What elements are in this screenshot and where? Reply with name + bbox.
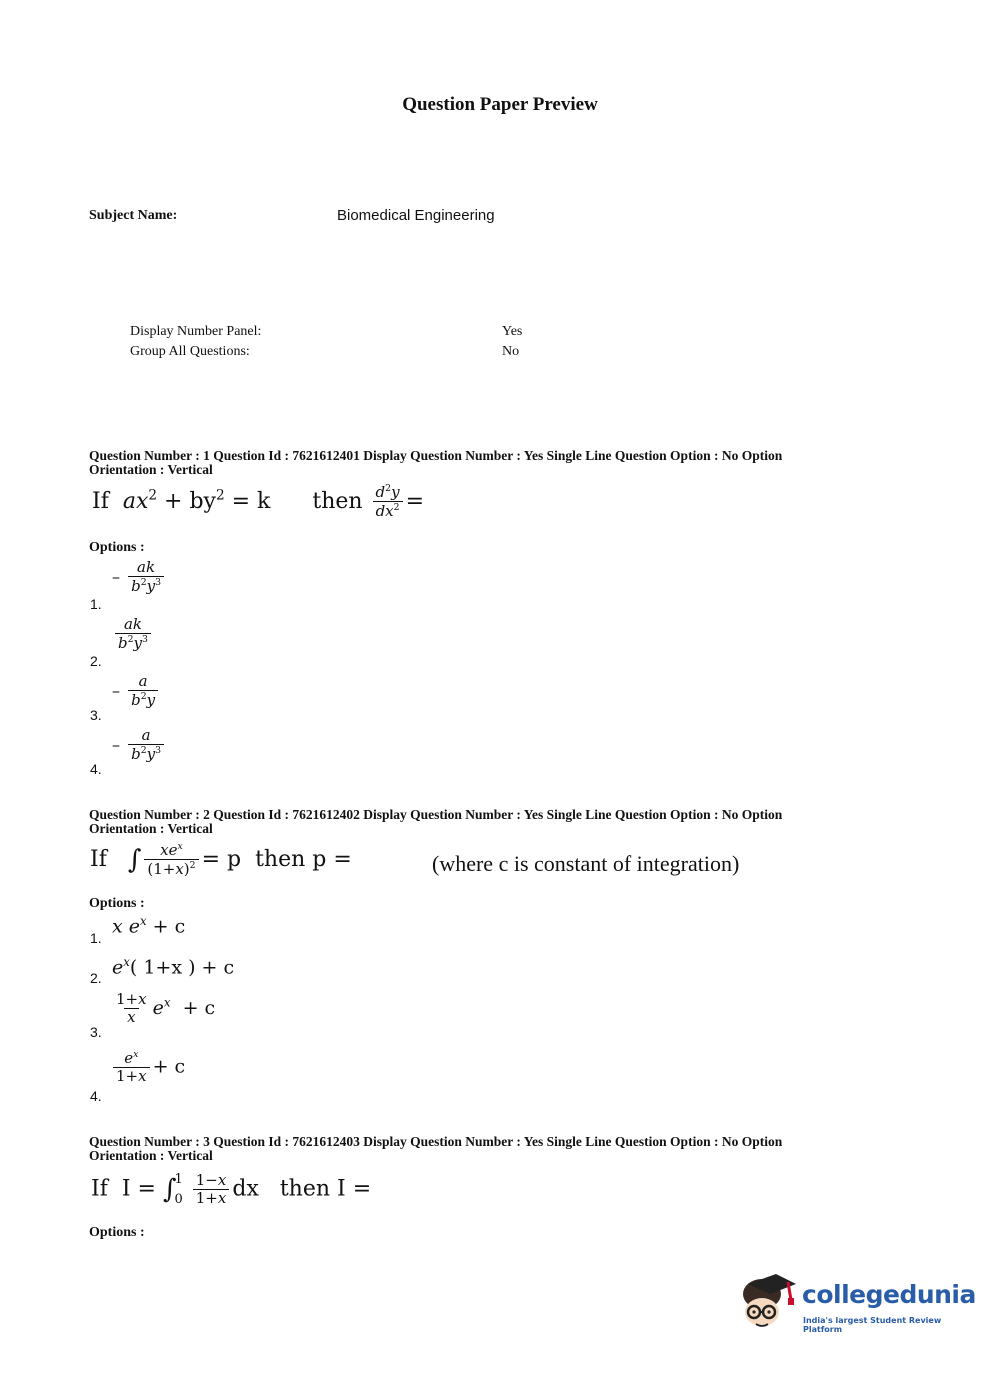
question-3-options-label: Options : bbox=[89, 1225, 145, 1240]
question-3-body: If I = ∫ 1 0 $\frac{1-x}{1+x}$ dx then I = bbox=[91, 1170, 372, 1207]
question-1-option-1-number: 1. bbox=[90, 596, 102, 612]
question-2-option-2: $e^x$( 1+x ) + c bbox=[112, 955, 235, 979]
question-1-option-4: – $\frac{a}{b^2y^3}$ bbox=[112, 728, 167, 763]
question-2-body: If ∫ $\frac{xe^x}{(1+x)^2}$ = p then p = bbox=[90, 841, 352, 878]
question-2-option-2-number: 2. bbox=[90, 970, 102, 986]
question-2-header bbox=[89, 808, 879, 836]
question-1-option-1: – $\frac{ak}{b^2y^3}$ bbox=[112, 560, 167, 595]
collegedunia-logo bbox=[736, 1268, 976, 1340]
question-3-header bbox=[89, 1135, 879, 1163]
subject-value: Biomedical Engineering bbox=[337, 207, 495, 224]
question-1-options-label: Options : bbox=[89, 540, 145, 555]
question-2-where-note: (where c is constant of integration) bbox=[432, 851, 740, 876]
logo-wordmark: collegedunia bbox=[802, 1280, 976, 1309]
logo-tagline: India's largest Student Review Platform bbox=[803, 1316, 942, 1334]
question-2-header-line1: Question Number : 2 Question Id : 7621612402 Display Question Number : Yes Single Line Question Option : No Option bbox=[89, 807, 783, 822]
group-all-value: No bbox=[502, 344, 520, 359]
question-1-option-2-number: 2. bbox=[90, 653, 102, 669]
mascot-icon bbox=[736, 1270, 800, 1336]
question-1-option-2: $\frac{ak}{b^2y^3}$ bbox=[112, 617, 154, 652]
display-number-panel-label: Display Number Panel: bbox=[130, 324, 262, 339]
question-2-option-3-number: 3. bbox=[90, 1024, 102, 1040]
display-number-panel-value: Yes bbox=[502, 324, 523, 339]
question-1-header bbox=[89, 449, 879, 477]
question-2-option-4-number: 4. bbox=[90, 1088, 102, 1104]
question-1-option-3-number: 3. bbox=[90, 707, 102, 723]
question-1-header-line1: Question Number : 1 Question Id : 7621612401 Display Question Number : Yes Single Line Question Option : No Option bbox=[89, 448, 783, 463]
question-2-option-1: x $e^x + c$ bbox=[112, 914, 186, 938]
question-3-header-line2: Orientation : Vertical bbox=[89, 1148, 213, 1163]
question-1-option-4-number: 4. bbox=[90, 761, 102, 777]
question-2-option-1-number: 1. bbox=[90, 930, 102, 946]
subject-label: Subject Name: bbox=[89, 208, 178, 223]
question-2-options-label: Options : bbox=[89, 896, 145, 911]
question-1-option-3: – $\frac{a}{b^2y}$ bbox=[112, 674, 161, 709]
question-2-option-4: $\frac{e^x}{1+x}$ + c bbox=[110, 1050, 185, 1085]
question-1-body: If $ax^2 + by^2 = k$ then $\frac{d^2y}{dx^2}$ = bbox=[92, 483, 424, 520]
question-3-header-line1: Question Number : 3 Question Id : 7621612403 Display Question Number : Yes Single Line Question Option : No Option bbox=[89, 1134, 783, 1149]
question-2-header-line2: Orientation : Vertical bbox=[89, 821, 213, 836]
page-title: Question Paper Preview bbox=[402, 94, 598, 115]
question-1-header-line2: Orientation : Vertical bbox=[89, 462, 213, 477]
question-2-option-3: $\frac{1+x}{x}$ $e^x + c$ bbox=[116, 990, 216, 1026]
group-all-label: Group All Questions: bbox=[130, 344, 250, 359]
